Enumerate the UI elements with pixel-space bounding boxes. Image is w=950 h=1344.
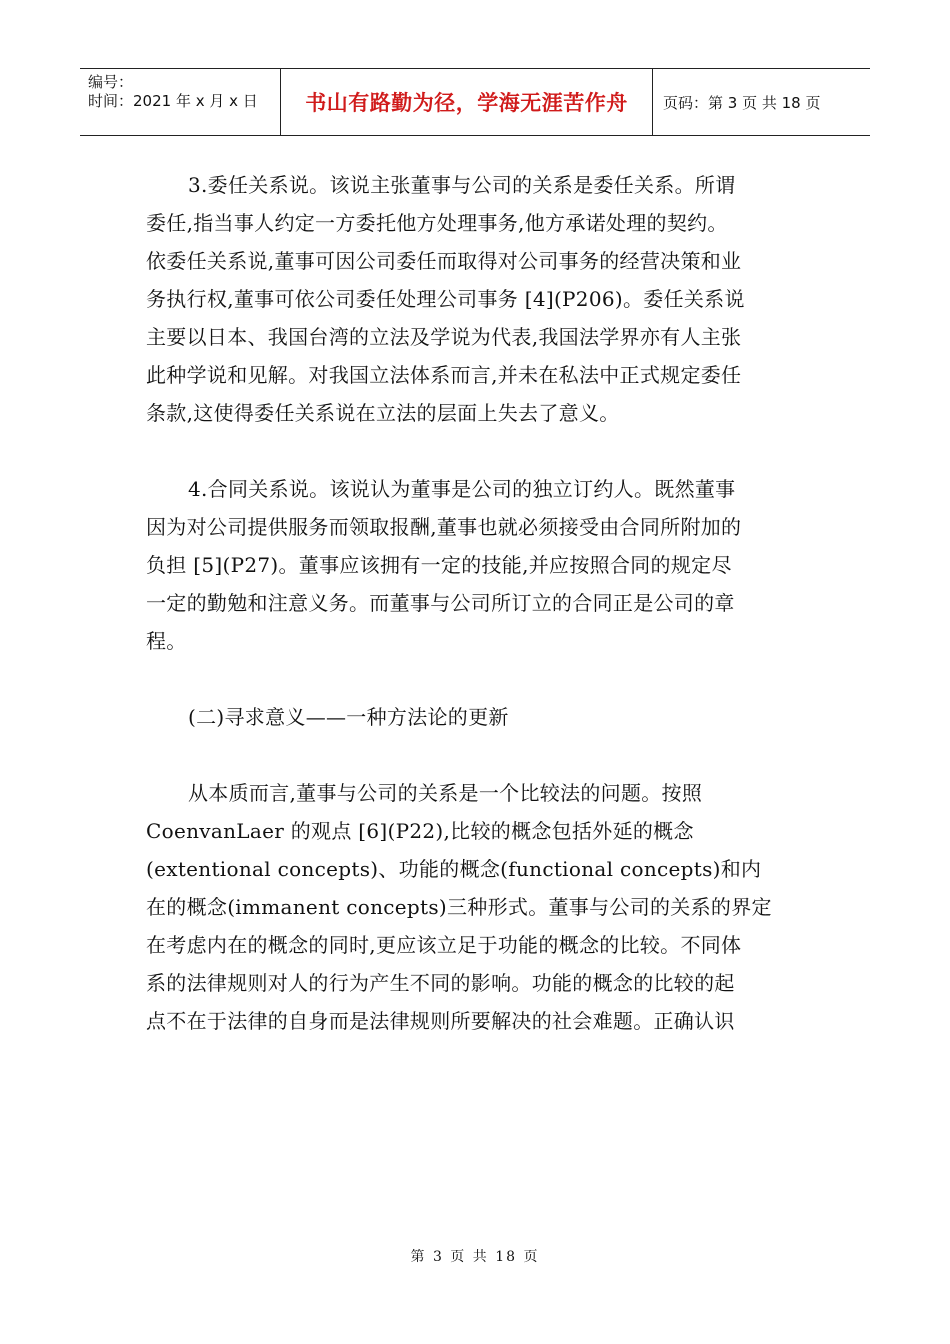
text-line: 依委任关系说,董事可因公司委任而取得对公司事务的经营决策和业 <box>146 249 742 273</box>
header-meta <box>80 69 281 135</box>
text-line: 程。 <box>146 629 187 653</box>
text-line: 4.合同关系说。该说认为董事是公司的独立订约人。既然董事 <box>188 477 736 501</box>
text-line: 系的法律规则对人的行为产生不同的影响。功能的概念的比较的起 <box>146 971 735 995</box>
document-body <box>146 166 806 1040</box>
header-motto: 书山有路勤为径，学海无涯苦作舟 <box>281 69 653 135</box>
paragraph-gap <box>146 660 806 698</box>
text-line: 此种学说和见解。对我国立法体系而言,并未在私法中正式规定委任 <box>146 363 742 387</box>
header-page-info: 页码：第 3 页 共 18 页 <box>663 93 821 112</box>
time-label: 时间：2021 年 x 月 x 日 <box>88 92 258 110</box>
text-line: 从本质而言,董事与公司的关系是一个比较法的问题。按照 <box>188 781 703 805</box>
text-line: 一定的勤勉和注意义务。而董事与公司所订立的合同正是公司的章 <box>146 591 735 615</box>
paragraph-gap <box>146 432 806 470</box>
text-line: 负担 [5](P27)。董事应该拥有一定的技能,并应按照合同的规定尽 <box>146 553 732 577</box>
paragraph-gap <box>146 736 806 774</box>
text-line: 主要以日本、我国台湾的立法及学说为代表,我国法学界亦有人主张 <box>146 325 742 349</box>
text-line: (extentional concepts)、功能的概念(functional concepts)和内 <box>146 857 762 881</box>
heading-line: (二)寻求意义——一种方法论的更新 <box>188 705 509 729</box>
section-heading <box>146 698 806 736</box>
text-line: 3.委任关系说。该说主张董事与公司的关系是委任关系。所谓 <box>188 173 736 197</box>
page-footer: 第 3 页 共 18 页 <box>410 1249 540 1265</box>
page-header <box>80 68 870 136</box>
text-line: 点不在于法律的自身而是法律规则所要解决的社会难题。正确认识 <box>146 1009 735 1033</box>
number-label: 编号： <box>88 73 134 91</box>
text-line: 在的概念(immanent concepts)三种形式。董事与公司的关系的界定 <box>146 895 772 919</box>
text-line: 条款,这使得委任关系说在立法的层面上失去了意义。 <box>146 401 620 425</box>
text-line: CoenvanLaer 的观点 [6](P22),比较的概念包括外延的概念 <box>146 819 694 843</box>
text-line: 务执行权,董事可依公司委任处理公司事务 [4](P206)。委任关系说 <box>146 287 745 311</box>
text-line: 因为对公司提供服务而领取报酬,董事也就必须接受由合同所附加的 <box>146 515 742 539</box>
paragraph-entrustment <box>146 166 806 432</box>
text-line: 委任,指当事人约定一方委托他方处理事务,他方承诺处理的契约。 <box>146 211 728 235</box>
paragraph-comparative <box>146 774 806 1040</box>
text-line: 在考虑内在的概念的同时,更应该立足于功能的概念的比较。不同体 <box>146 933 742 957</box>
paragraph-contract <box>146 470 806 660</box>
